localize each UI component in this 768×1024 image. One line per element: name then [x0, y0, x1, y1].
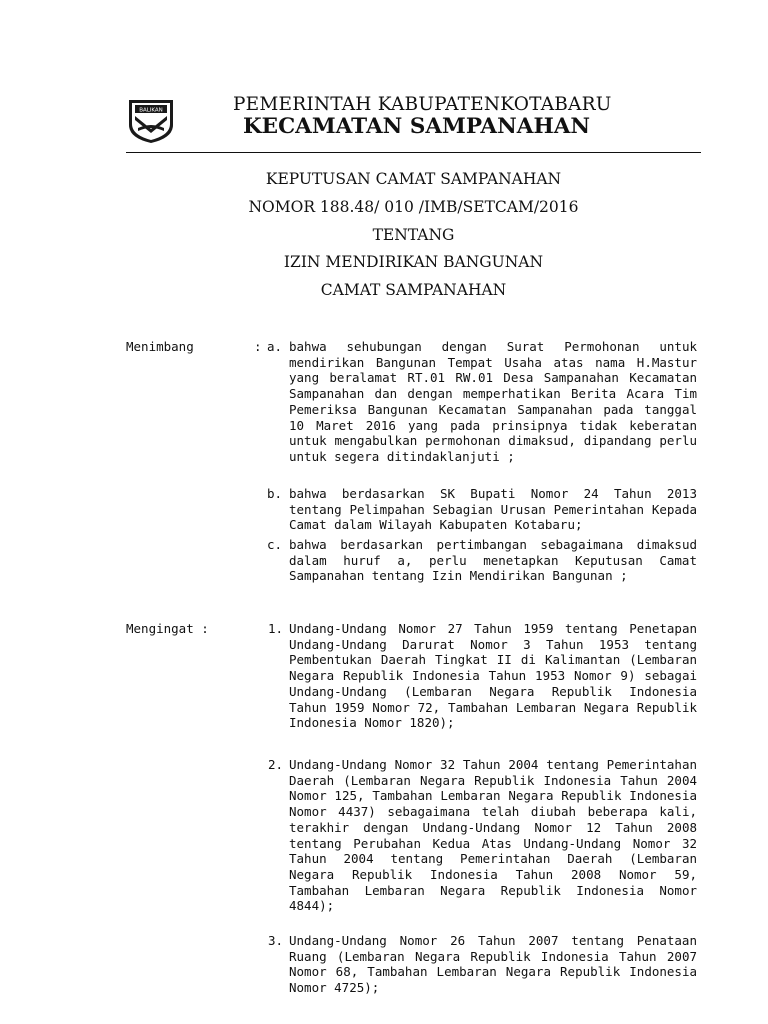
list-marker: c. — [267, 537, 283, 552]
svg-text:BALIKAN: BALIKAN — [139, 107, 163, 114]
menimbang-colon: : — [254, 339, 262, 354]
decree-subject: IZIN MENDIRIKAN BANGUNAN — [283, 253, 544, 271]
list-marker: b. — [267, 486, 283, 501]
header-divider — [126, 152, 701, 153]
decree-number: NOMOR 188.48/ 010 /IMB/SETCAM/2016 — [248, 198, 579, 216]
district-name: KECAMATAN SAMPANAHAN — [243, 114, 591, 139]
government-name: PEMERINTAH KABUPATENKOTABARU — [233, 94, 612, 115]
list-marker: a. — [267, 339, 283, 354]
decree-title: KEPUTUSAN CAMAT SAMPANAHAN — [265, 170, 562, 188]
list-item: Undang-Undang Nomor 32 Tahun 2004 tentang Pemerintahan Daerah (Lembaran Negara Republik Indonesia Tahun 2004 Nomor 125, Tambahan Lembaran Negara Republik Indonesia Nomor 4437) sebagaimana telah diubah beberapa kali, terakhir dengan Undang-Undang Nomor 12 Tahun 2008 tentang Perubahan Kedua Atas Undang-Undang Nomor 32 Tahun 2004 tentang Pemerintahan Daerah (Lembaran Negara Republik Indonesia Tahun 2008 Nomor 59, Tambahan Lembaran Negara Republik Indonesia Nomor 4844); — [289, 757, 697, 914]
list-item: Undang-Undang Nomor 27 Tahun 1959 tentang Penetapan Undang-Undang Darurat Nomor 3 Tahun 1953 tentang Pembentukan Daerah Tingkat II di Kalimantan (Lembaran Negara Republik Indonesia Tahun 1953 Nomor 9) sebagai Undang-Undang (Lembaran Negara Republik Indonesia Tahun 1959 Nomor 72, Tambahan Lembaran Negara Republik Indonesia Nomor 1820); — [289, 621, 697, 731]
decree-about: TENTANG — [372, 226, 455, 244]
list-item: bahwa berdasarkan SK Bupati Nomor 24 Tahun 2013 tentang Pelimpahan Sebagian Urusan Pemerintahan Kepada Camat dalam Wilayah Kabupaten Kotabaru; — [289, 486, 697, 533]
decree-signatory: CAMAT SAMPANAHAN — [320, 281, 507, 299]
kotabaru-regency-emblem — [126, 98, 176, 144]
menimbang-label: Menimbang — [126, 339, 194, 354]
mengingat-label: Mengingat : — [126, 621, 209, 636]
list-item: Undang-Undang Nomor 26 Tahun 2007 tentang Penataan Ruang (Lembaran Negara Republik Indonesia Tahun 2007 Nomor 68, Tambahan Lembaran Negara Republik Indonesia Nomor 4725); — [289, 933, 697, 996]
list-marker: 1. — [268, 621, 284, 636]
list-item: bahwa berdasarkan pertimbangan sebagaimana dimaksud dalam huruf a, perlu menetapkan Keputusan Camat Sampanahan tentang Izin Mendirikan Bangunan ; — [289, 537, 697, 584]
list-marker: 2. — [268, 757, 284, 772]
list-marker: 3. — [268, 933, 284, 948]
list-item: bahwa sehubungan dengan Surat Permohonan untuk mendirikan Bangunan Tempat Usaha atas nama H.Mastur yang beralamat RT.01 RW.01 Desa Sampanahan Kecamatan Sampanahan dan dengan memperhatikan Berita Acara Tim Pemeriksa Bangunan Kecamatan Sampanahan pada tanggal 10 Maret 2016 yang pada prinsipnya tidak keberatan untuk mengabulkan permohonan dimaksud, dipandang perlu untuk segera ditindaklanjuti ; — [289, 339, 697, 464]
